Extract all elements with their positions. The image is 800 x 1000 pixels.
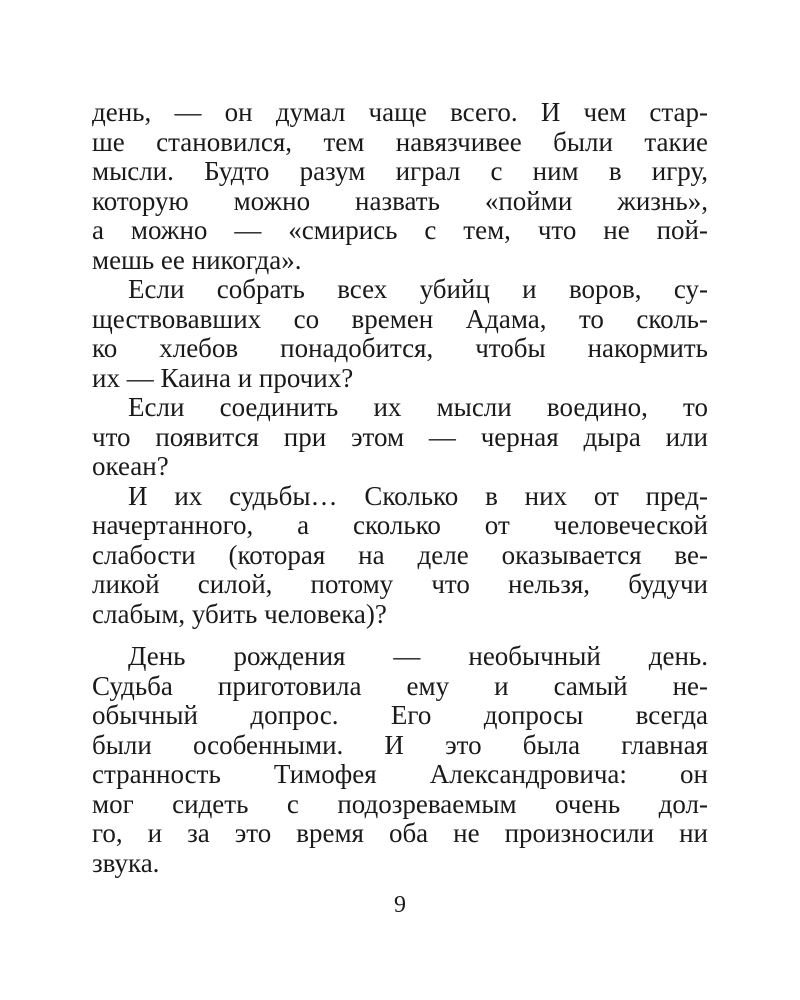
text-line: странность Тимофея Александровича: он xyxy=(92,759,708,789)
page-number: 9 xyxy=(394,892,406,918)
text-line: Судьба приготовила ему и самый не- xyxy=(92,670,708,701)
text-line: мешь ее никогда». xyxy=(92,244,302,275)
text-block-1 xyxy=(92,98,708,629)
text-block-2 xyxy=(92,642,708,878)
text-line: которую можно назвать «пойми жизнь», xyxy=(92,185,708,216)
text-line: день, — он думал чаще всего. И чем стар- xyxy=(92,97,708,127)
text-line: слабым, убить человека)? xyxy=(92,598,387,629)
text-line: мысли. Будто разум играл с ним в игру, xyxy=(92,156,708,186)
text-line: что появится при этом — черная дыра или xyxy=(92,421,708,452)
text-line: ществовавших со времен Адама, то сколь- xyxy=(92,303,708,334)
text-line: начертанного, а сколько от человеческой xyxy=(92,510,708,540)
text-line: их — Каина и прочих? xyxy=(92,362,354,393)
text-line: звука. xyxy=(92,847,160,878)
text-line: а можно — «смирись с тем, что не пой- xyxy=(92,215,708,245)
text-line: мог сидеть с подозреваемым очень дол- xyxy=(92,788,708,819)
text-line: ликой силой, потому что нельзя, будучи xyxy=(92,569,708,599)
text-line: Если собрать всех убийц и воров, су- xyxy=(128,274,708,304)
text-line: Если соединить их мысли воедино, то xyxy=(128,392,708,422)
text-line: го, и за это время оба не произносили ни xyxy=(92,818,708,848)
text-line: океан? xyxy=(92,451,169,481)
text-line: были особенными. И это была главная xyxy=(92,729,708,760)
text-line: обычный допрос. Его допросы всегда xyxy=(92,700,708,730)
text-line: слабости (которая на деле оказывается ве- xyxy=(92,539,708,570)
text-line: День рождения — необычный день. xyxy=(128,641,708,671)
text-line: И их судьбы… Сколько в них от пред- xyxy=(128,480,708,511)
text-line: ше становился, тем навязчивее были такие xyxy=(92,126,708,157)
text-line: ко хлебов понадобится, чтобы накормить xyxy=(92,333,708,363)
